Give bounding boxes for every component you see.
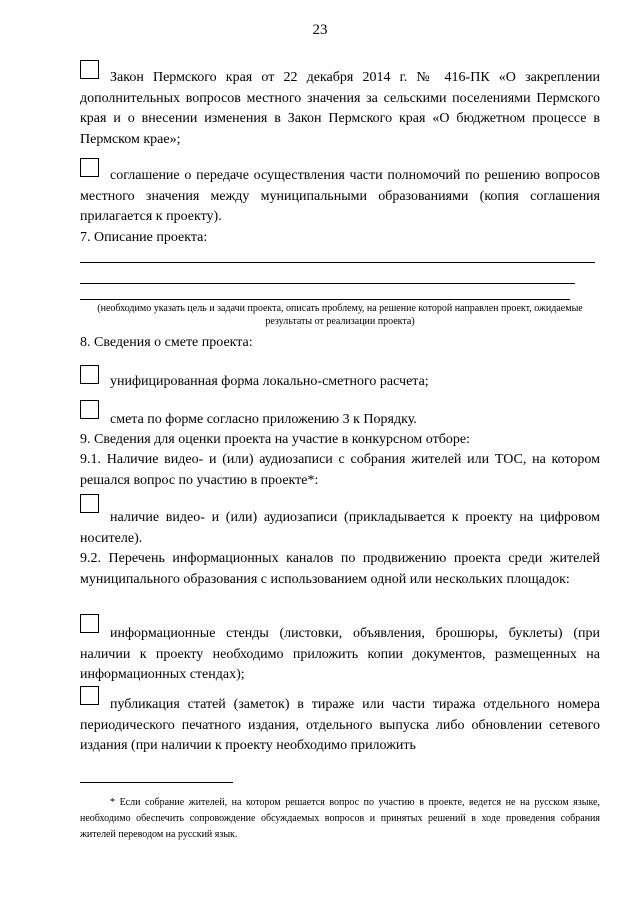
section-7-heading: 7. Описание проекта: — [80, 230, 208, 245]
video-audio-item: наличие видео- и (или) аудиозаписи (прикладывается к проекту на цифровом носителе). — [80, 510, 600, 546]
section-7-note: (необходимо указать цель и задачи проекта, описать проблему, на решение которой направлен проект, ожидаемые результаты от реализации проекта) — [97, 303, 583, 327]
footnote: * Если собрание жителей, на котором решается вопрос по участию в проекте, ведется не на русском языке, необходимо обеспечить сопровождение обсуждаемых вопросов и принятых решений в ходе проведения собрания жителей переводом на русский язык. — [80, 797, 600, 840]
agreement-item: соглашение о передаче осуществления части полномочий по решению вопросов местного значения между муниципальными образованиями (копия соглашения прилагается к проекту). — [80, 168, 600, 224]
estimate-unified-item: унифицированная форма локально-сметного расчета; — [110, 374, 429, 389]
section-9-2: 9.2. Перечень информационных каналов по продвижению проекта среди жителей муниципального образования с использованием одной или нескольких площадок: — [80, 551, 600, 587]
page-number: 23 — [312, 22, 328, 38]
section-8-heading: 8. Сведения о смете проекта: — [80, 335, 253, 350]
description-line-3[interactable] — [80, 299, 570, 300]
description-line-2[interactable] — [80, 283, 575, 284]
law-item: Закон Пермского края от 22 декабря 2014 г. № 416-ПК «О закреплении дополнительных вопросов местного значения за сельскими поселениями Пермского края и о внесении изменения в Закон Пермского края «О бюджетном процессе в Пермском крае»; — [80, 70, 600, 147]
publication-item: публикация статей (заметок) в тираже или части тиража отдельного номера периодического печатного издания, отдельного выпуска либо обновлении сетевого издания (при наличии к проекту необходимо приложить — [80, 697, 600, 753]
description-line-1[interactable] — [80, 262, 595, 263]
info-stands-item: информационные стенды (листовки, объявления, брошюры, буклеты) (при наличии к проекту необходимо приложить копии документов, размещенных на информационных стендах); — [80, 626, 600, 682]
estimate-appendix-item: смета по форме согласно приложению 3 к Порядку. — [110, 412, 417, 427]
section-9-heading: 9. Сведения для оценки проекта на участие в конкурсном отборе: — [80, 432, 470, 447]
footnote-separator — [80, 782, 233, 783]
section-9-1: 9.1. Наличие видео- и (или) аудиозаписи с собрания жителей или ТОС, на котором решался вопрос по участию в проекте*: — [80, 452, 600, 488]
